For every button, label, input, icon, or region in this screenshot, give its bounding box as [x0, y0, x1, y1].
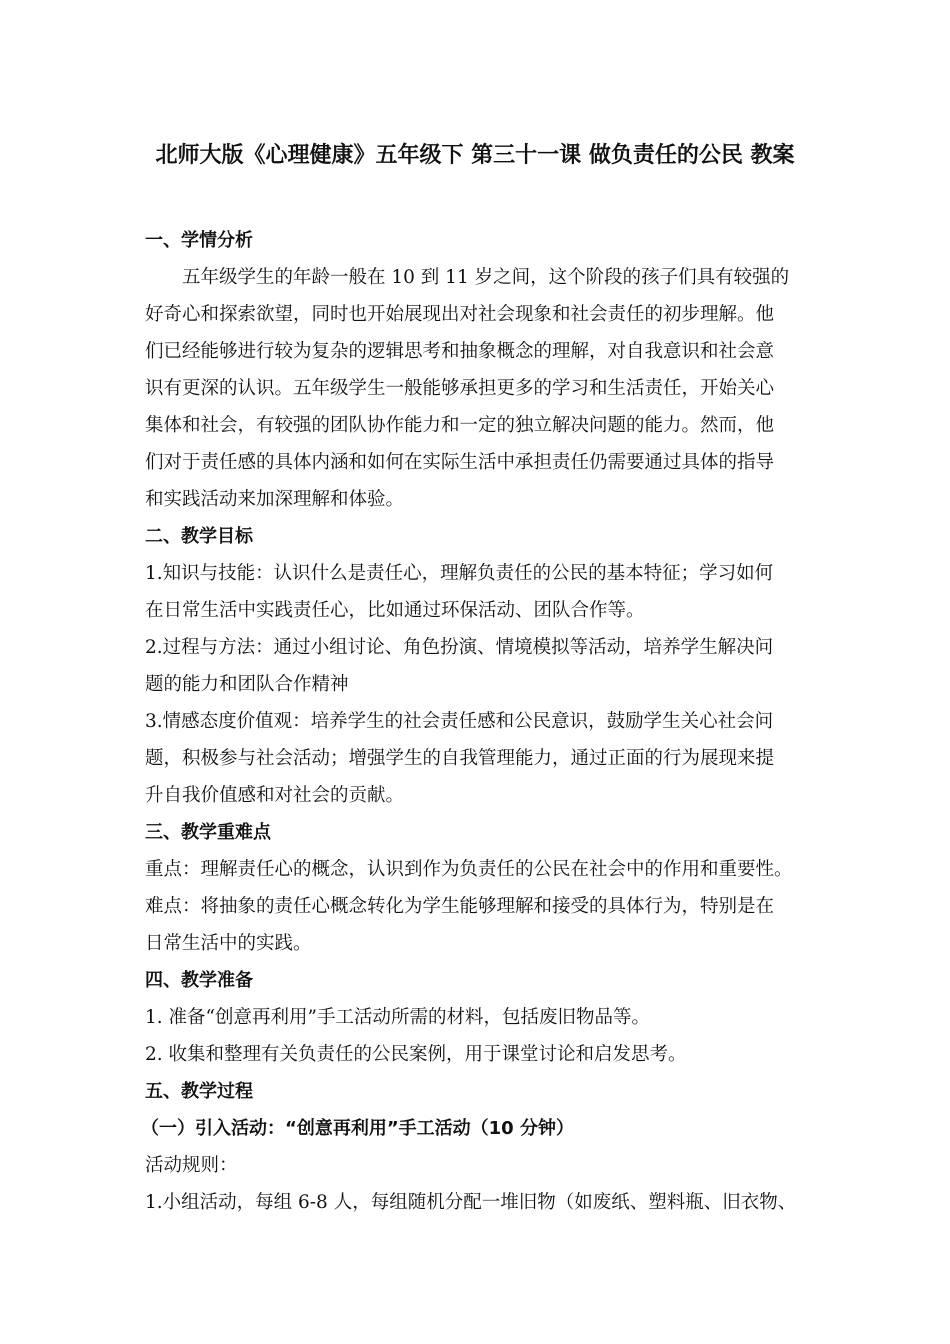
paragraph-line: 2. 收集和整理有关负责任的公民案例，用于课堂讨论和启发思考。 [145, 1044, 687, 1065]
subsection-heading: （一）引入活动：“创意再利用”手工活动（10 分钟） [141, 1118, 574, 1139]
paragraph-line: 活动规则： [145, 1155, 238, 1176]
paragraph-line: 好奇心和探索欲望，同时也开始展现出对社会现象和社会责任的初步理解。他 [145, 304, 775, 325]
section-heading: 二、教学目标 [145, 526, 253, 547]
section-heading: 一、学情分析 [145, 230, 253, 251]
paragraph-line: 在日常生活中实践责任心，比如通过环保活动、团队合作等。 [145, 600, 645, 621]
document-body [141, 222, 810, 1221]
section-heading: 五、教学过程 [145, 1081, 253, 1102]
paragraph-line: 们对于责任感的具体内涵和如何在实际生活中承担责任仍需要通过具体的指导 [145, 452, 775, 473]
section-teaching-goals [145, 518, 810, 814]
paragraph-line: 题，积极参与社会活动；增强学生的自我管理能力，通过正面的行为展现来提 [145, 748, 775, 769]
paragraph-line: 五年级学生的年龄一般在 10 到 11 岁之间，这个阶段的孩子们具有较强的 [182, 267, 790, 288]
paragraph-line: 3.情感态度价值观：培养学生的社会责任感和公民意识，鼓励学生关心社会问 [145, 711, 774, 732]
paragraph-line: 日常生活中的实践。 [145, 933, 312, 954]
document-title: 北师大版《心理健康》五年级下 第三十一课 做负责任的公民 教案 [155, 143, 795, 168]
paragraph-line: 集体和社会，有较强的团队协作能力和一定的独立解决问题的能力。然而，他 [145, 415, 775, 436]
paragraph-line: 识有更深的认识。五年级学生一般能够承担更多的学习和生活责任，开始关心 [145, 378, 775, 399]
paragraph-line: 和实践活动来加深理解和体验。 [145, 489, 405, 510]
section-learner-analysis [145, 222, 810, 518]
section-key-points [145, 814, 810, 962]
paragraph-line: 2.过程与方法：通过小组讨论、角色扮演、情境模拟等活动，培养学生解决问 [145, 637, 774, 658]
section-teaching-process [141, 1073, 810, 1221]
section-heading: 三、教学重难点 [145, 822, 271, 843]
paragraph-line: 1.小组活动，每组 6-8 人，每组随机分配一堆旧物（如废纸、塑料瓶、旧衣物、 [145, 1192, 797, 1213]
paragraph-line: 1.知识与技能：认识什么是责任心，理解负责任的公民的基本特征；学习如何 [145, 563, 774, 584]
paragraph-line: 题的能力和团队合作精神 [145, 674, 349, 695]
paragraph-line: 1. 准备“创意再利用”手工活动所需的材料，包括废旧物品等。 [145, 1007, 650, 1028]
section-heading: 四、教学准备 [145, 970, 253, 991]
paragraph-line: 升自我价值感和对社会的贡献。 [145, 785, 405, 806]
paragraph-line: 难点：将抽象的责任心概念转化为学生能够理解和接受的具体行为，特别是在 [145, 896, 775, 917]
section-preparation [145, 962, 810, 1073]
paragraph-line: 重点：理解责任心的概念，认识到作为负责任的公民在社会中的作用和重要性。 [145, 859, 793, 880]
paragraph-line: 们已经能够进行较为复杂的逻辑思考和抽象概念的理解，对自我意识和社会意 [145, 341, 775, 362]
